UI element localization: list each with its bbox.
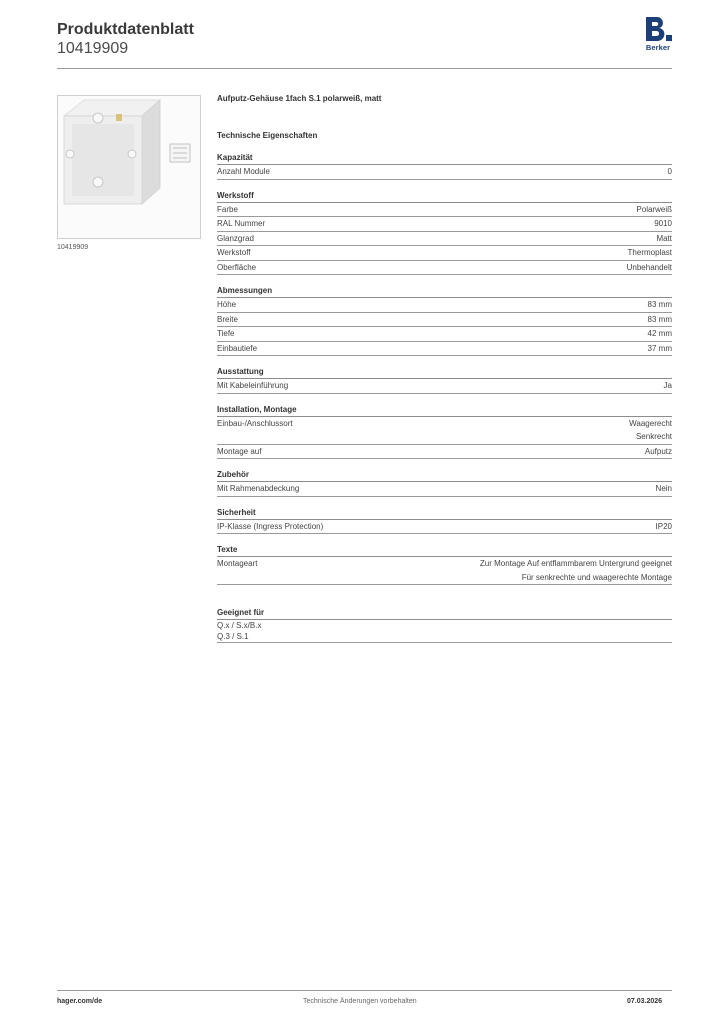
spec-section [217, 469, 672, 497]
spec-value-line: 42 mm [647, 329, 672, 338]
spec-row [217, 557, 672, 585]
spec-value-line: Thermoplast [627, 248, 672, 257]
spec-label: Werkstoff [217, 248, 251, 257]
spec-value [648, 327, 672, 341]
spec-value [629, 417, 672, 444]
spec-label: Montageart [217, 559, 258, 568]
spec-value [648, 313, 672, 327]
spec-label: IP-Klasse (Ingress Protection) [217, 521, 324, 531]
spec-value-line: IP20 [655, 521, 672, 531]
spec-row [217, 417, 672, 445]
spec-row [217, 342, 672, 357]
spec-section [217, 285, 672, 356]
header-divider [57, 68, 672, 69]
footer-website-link[interactable]: hager.com/de [57, 998, 103, 1005]
spec-section [217, 544, 672, 585]
spec-value-line: 0 [667, 167, 672, 176]
spec-label: Breite [217, 314, 238, 324]
spec-label: Mit Kabeleinführung [217, 381, 289, 390]
spec-value [656, 482, 672, 496]
spec-value-line: Unbehandelt [626, 262, 672, 272]
section-title: Werkstoff [217, 190, 672, 203]
spec-label: Höhe [217, 300, 237, 309]
spec-value [480, 557, 672, 584]
spec-section [217, 366, 672, 394]
spec-value-line: 83 mm [647, 300, 672, 309]
spec-value [656, 232, 672, 246]
logo-wordmark: Berker [645, 43, 671, 52]
spec-value [645, 445, 672, 459]
spec-row [217, 379, 672, 394]
image-caption: 10419909 [57, 244, 89, 251]
suitable-for-section [217, 607, 672, 643]
spec-row [217, 217, 672, 232]
spec-row [217, 298, 672, 313]
spec-label: Einbau-/Anschlussort [217, 418, 293, 428]
spec-label: Glanzgrad [217, 233, 254, 243]
spec-label: Anzahl Module [217, 167, 270, 176]
spec-value-line: Für senkrechte und waagerechte Montage [521, 572, 672, 582]
suitable-item: Q.x / S.x/B.x [217, 621, 262, 630]
product-image [57, 95, 201, 239]
footer-divider [57, 990, 672, 991]
spec-value [636, 203, 672, 217]
berker-logo [640, 16, 676, 54]
spec-value-line: Waagerecht [629, 418, 672, 428]
spec-value [654, 217, 672, 231]
technical-properties-heading: Technische Eigenschaften [217, 131, 318, 140]
spec-row [217, 482, 672, 497]
spec-section [217, 507, 672, 535]
spec-value [668, 165, 672, 179]
spec-value [656, 520, 672, 534]
section-title: Texte [217, 544, 672, 557]
spec-row [217, 313, 672, 328]
section-title: Ausstattung [217, 366, 672, 379]
spec-value-line: 37 mm [647, 343, 672, 353]
section-title: Zubehör [217, 469, 672, 482]
spec-label: Montage auf [217, 446, 262, 456]
spec-row [217, 165, 672, 180]
spec-row [217, 246, 672, 261]
spec-row [217, 203, 672, 218]
spec-sections [217, 152, 672, 585]
section-title: Sicherheit [217, 507, 672, 520]
spec-row [217, 232, 672, 247]
spec-label: Einbautiefe [217, 343, 258, 353]
section-title: Installation, Montage [217, 404, 672, 417]
spec-value-line: 9010 [654, 219, 672, 228]
spec-value-line: Matt [656, 233, 672, 243]
product-name: Aufputz-Gehäuse 1fach S.1 polarweiß, matt [217, 94, 382, 103]
spec-value [628, 246, 672, 260]
footer-notice: Technische Änderungen vorbehalten [303, 998, 417, 1005]
spec-label: Tiefe [217, 329, 235, 338]
spec-section [217, 404, 672, 460]
spec-label: Mit Rahmenabdeckung [217, 484, 300, 493]
spec-value-line: 83 mm [647, 314, 672, 324]
spec-label: RAL Nummer [217, 219, 266, 228]
spec-value-line: Zur Montage Auf entflammbarem Untergrund geeignet [479, 559, 672, 568]
spec-value-line: Senkrecht [635, 432, 672, 441]
spec-value-line: Polarweiß [636, 204, 672, 214]
article-number: 10419909 [57, 40, 129, 57]
specification-area [217, 93, 672, 643]
footer-date: 07.03.2026 [627, 998, 663, 1005]
spec-value [648, 342, 672, 356]
spec-value-line: Ja [663, 381, 672, 390]
spec-value [648, 298, 672, 312]
suitable-item: Q.3 / S.1 [217, 632, 249, 641]
spec-row [217, 261, 672, 276]
spec-label: Farbe [217, 204, 238, 214]
spec-section [217, 190, 672, 276]
spec-row [217, 327, 672, 342]
spec-row [217, 520, 672, 535]
spec-value-line: Aufputz [644, 446, 672, 456]
surface-box-illustration [58, 96, 200, 238]
section-title: Kapazität [217, 152, 672, 165]
spec-value-line: Nein [655, 484, 672, 493]
spec-value [664, 379, 672, 393]
section-title: Geeignet für [217, 607, 672, 620]
page-title: Produktdatenblatt [57, 21, 194, 38]
spec-label: Oberfläche [217, 262, 257, 272]
spec-section [217, 152, 672, 180]
berker-b-icon [642, 16, 672, 42]
suitable-for-list [217, 620, 672, 643]
spec-row [217, 445, 672, 460]
section-title: Abmessungen [217, 285, 672, 298]
spec-value [627, 261, 672, 275]
